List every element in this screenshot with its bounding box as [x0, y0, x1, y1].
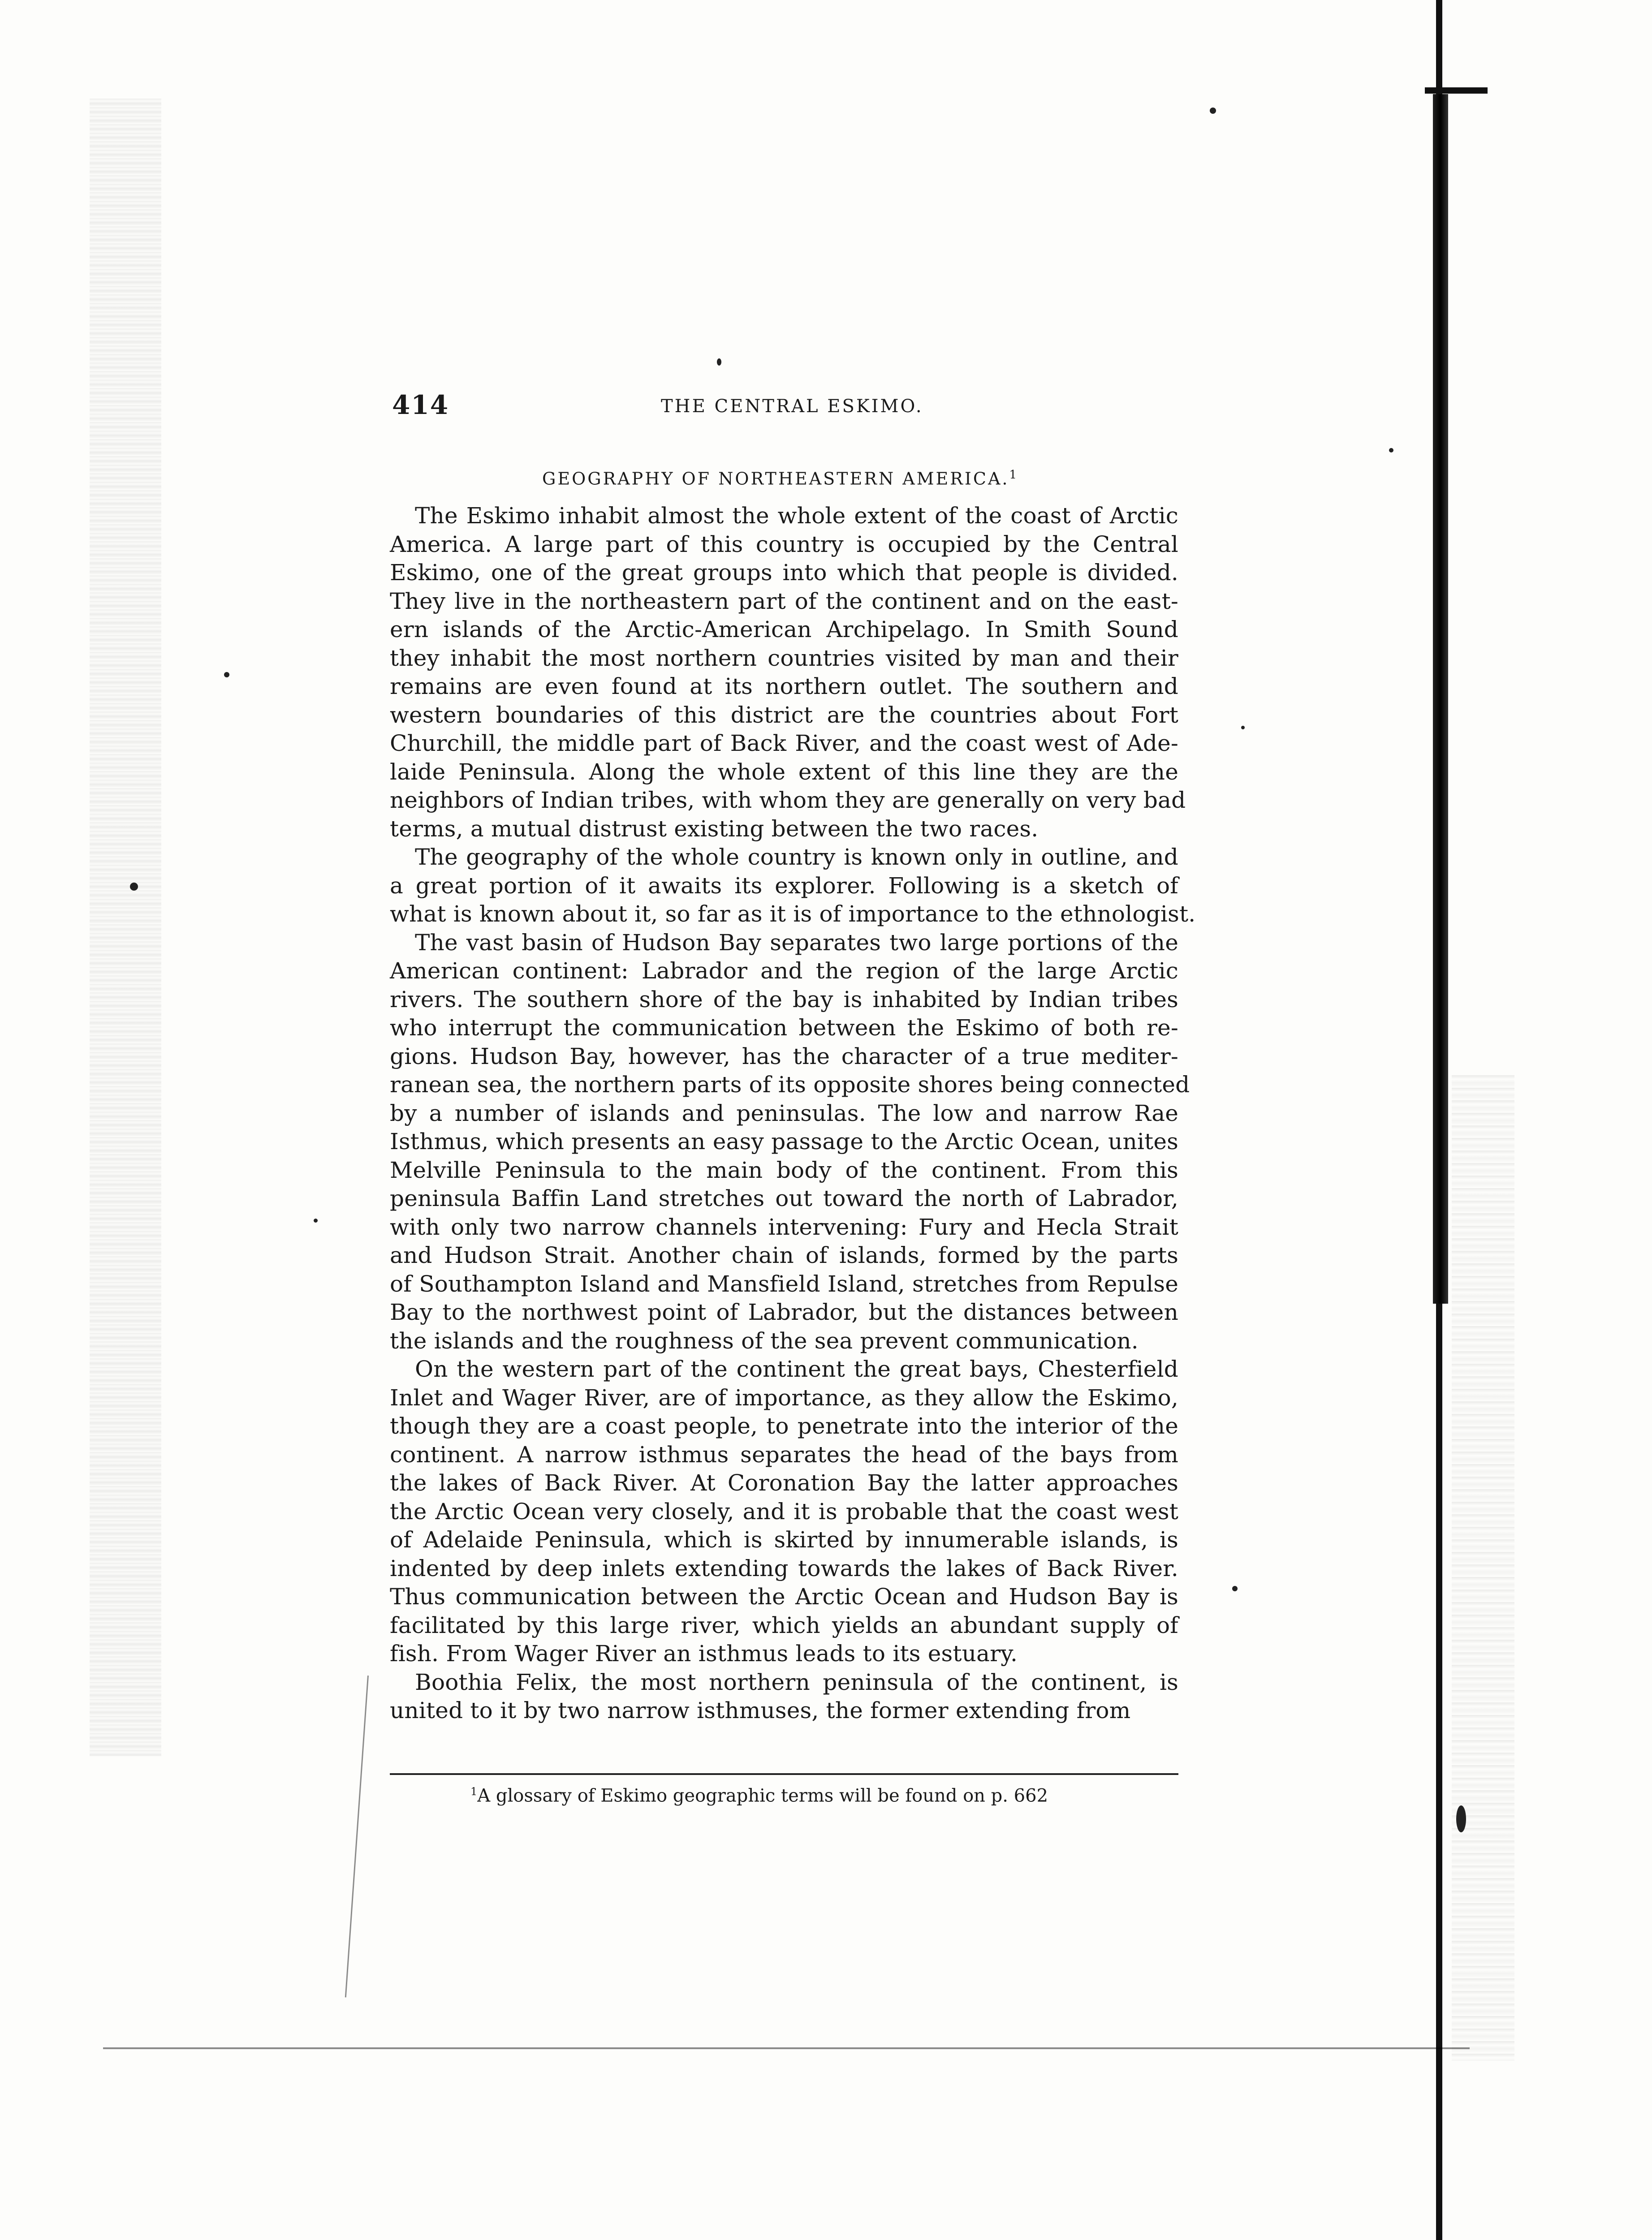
text-line: America. A large part of this country is occupied by the Central — [390, 531, 1178, 557]
text-line: Inlet and Wager River, are of importance, as they allow the Eskimo, — [390, 1384, 1178, 1411]
text-line: they inhabit the most northern countries visited by man and their — [390, 645, 1178, 671]
text-line: peninsula Baffin Land stretches out toward the north of Labrador, — [390, 1185, 1178, 1211]
text-line: united to it by two narrow isthmuses, the former extending from — [390, 1697, 1131, 1723]
text-line: western boundaries of this district are the countries about Fort — [390, 702, 1178, 728]
text-line: though they are a coast people, to penetrate into the interior of the — [390, 1413, 1178, 1439]
text-line: the Arctic Ocean very closely, and it is probable that the coast west — [390, 1498, 1178, 1525]
speck — [1389, 448, 1393, 452]
text-line: Isthmus, which presents an easy passage to the Arctic Ocean, unites — [390, 1129, 1178, 1154]
text-line: Churchill, the middle part of Back River, and the coast west of Ade- — [390, 730, 1178, 756]
text-line: On the western part of the continent the great bays, Chesterfield — [415, 1356, 1178, 1382]
section-heading — [542, 468, 1017, 489]
text-line: The vast basin of Hudson Bay separates two large portions of the — [415, 929, 1178, 956]
text-line: by a number of islands and peninsulas. The low and narrow Rae — [390, 1100, 1178, 1126]
text-line: laide Peninsula. Along the whole extent of this line they are the — [390, 758, 1178, 785]
text-line: with only two narrow channels intervening: Fury and Hecla Strait — [390, 1214, 1178, 1240]
pencil-mark — [345, 1676, 369, 1997]
text-line: the lakes of Back River. At Coronation Bay the latter approaches — [390, 1470, 1178, 1496]
text-line: ern islands of the Arctic-American Archipelago. In Smith Sound — [390, 616, 1178, 642]
scan-noise-right — [1452, 1075, 1514, 2061]
speck — [224, 672, 229, 677]
section-heading-text: GEOGRAPHY OF NORTHEASTERN AMERICA. — [542, 469, 1009, 489]
text-line: ranean sea, the northern parts of its opposite shores being connected — [390, 1072, 1190, 1098]
scan-noise-left — [90, 99, 161, 1756]
text-line: of Southampton Island and Mansfield Island, stretches from Repulse — [390, 1271, 1178, 1297]
text-line: remains are even found at its northern outlet. The southern and — [390, 673, 1178, 699]
text-line: of Adelaide Peninsula, which is skirted by innumerable islands, is — [390, 1527, 1178, 1553]
binding-shadow — [1433, 94, 1448, 1304]
text-line: Eskimo, one of the great groups into which that people is divided. — [390, 560, 1178, 586]
speck — [1210, 108, 1216, 114]
text-line: Melville Peninsula to the main body of the continent. From this — [390, 1157, 1178, 1183]
text-line: and Hudson Strait. Another chain of islands, formed by the parts — [390, 1242, 1178, 1268]
page-bottom-edge — [103, 2047, 1470, 2049]
text-line: fish. From Wager River an isthmus leads to its estuary. — [390, 1641, 1018, 1667]
speck — [1456, 1805, 1466, 1832]
text-line: indented by deep inlets extending towards the lakes of Back River. — [390, 1555, 1178, 1581]
speck — [130, 883, 138, 891]
text-line: Bay to the northwest point of Labrador, but the distances between — [390, 1299, 1178, 1325]
text-line: terms, a mutual distrust existing between the two races. — [390, 815, 1039, 842]
text-line: American continent: Labrador and the region of the large Arctic — [390, 958, 1178, 984]
text-line: neighbors of Indian tribes, with whom they are generally on very bad — [390, 787, 1186, 813]
text-line: Thus communication between the Arctic Ocean and Hudson Bay is — [390, 1584, 1178, 1610]
speck — [1241, 726, 1245, 729]
speck — [1232, 1586, 1238, 1591]
binding-edge-top — [1425, 87, 1488, 94]
footnote-rule — [390, 1773, 1178, 1775]
page-number: 414 — [392, 390, 449, 420]
running-head — [392, 390, 1293, 426]
body-text — [390, 502, 1196, 1725]
text-line: The Eskimo inhabit almost the whole extent of the coast of Arctic — [415, 503, 1178, 529]
text-line: facilitated by this large river, which yields an abundant supply of — [390, 1612, 1178, 1638]
text-line: the islands and the roughness of the sea prevent communication. — [390, 1327, 1139, 1354]
speck — [314, 1219, 318, 1223]
text-line: gions. Hudson Bay, however, has the character of a true mediter- — [390, 1043, 1178, 1069]
text-line: a great portion of it awaits its explorer. Following is a sketch of — [390, 872, 1178, 899]
footnote — [470, 1785, 1048, 1806]
text-line: continent. A narrow isthmus separates the head of the bays from — [390, 1441, 1178, 1468]
footnote-mark: 1 — [470, 1785, 478, 1798]
text-line: They live in the northeastern part of the continent and on the east- — [390, 588, 1178, 614]
text-line: The geography of the whole country is known only in outline, and — [415, 844, 1178, 870]
speck — [717, 358, 721, 366]
running-title: THE CENTRAL ESKIMO. — [661, 396, 923, 417]
footnote-text: A glossary of Eskimo geographic terms will be found on p. 662 — [477, 1785, 1048, 1806]
footnote-reference: 1 — [1009, 468, 1017, 482]
text-line: who interrupt the communication between the Eskimo of both re- — [390, 1015, 1178, 1041]
text-line: what is known about it, so far as it is of importance to the ethnologist. — [390, 901, 1196, 927]
text-line: rivers. The southern shore of the bay is inhabited by Indian tribes — [390, 986, 1178, 1012]
text-line: Boothia Felix, the most northern peninsula of the continent, is — [415, 1669, 1178, 1695]
